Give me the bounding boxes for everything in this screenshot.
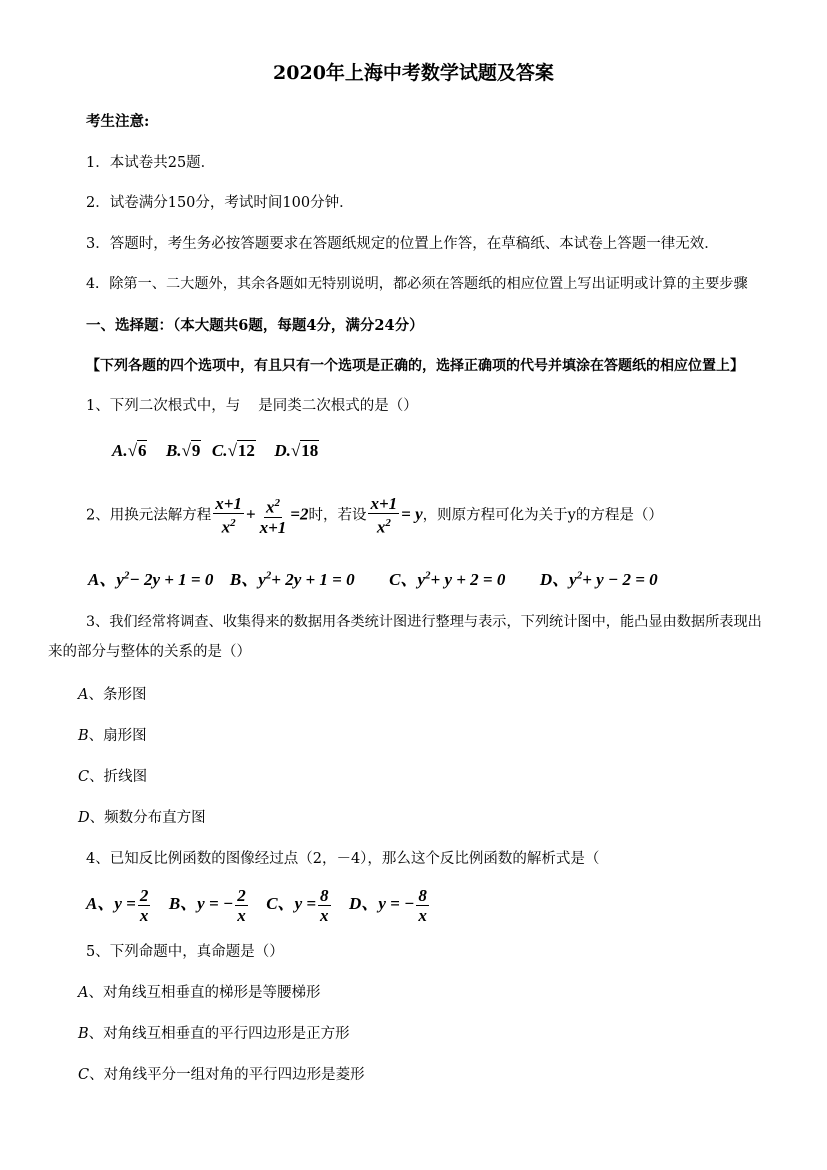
q2-option-c: C、$y^2+ y + 2 = 0$	[389, 569, 506, 589]
q1-option-b: B.√9	[165, 441, 201, 460]
section-heading: 一、选择题：（本大题共6题，每题4分，满分24分）	[86, 317, 424, 334]
q1-stem-text: 1、下列二次根式中，与	[86, 398, 241, 414]
question-3-line-2: 来的部分与整体的关系的是（）	[48, 644, 251, 660]
q4-option-c: C、y = $\frac{8}{x}$	[266, 885, 329, 925]
q5-option-c: C、对角线平分一组对角的平行四边形是菱形	[78, 1067, 365, 1083]
q2-option-a: A、$y^2- 2y + 1 = 0$	[88, 569, 214, 589]
q1-option-d: D.√18	[274, 441, 319, 460]
notice-item: 2．试卷满分150分，考试时间100分钟．	[86, 195, 354, 211]
q2-option-b: B、$y^2+ 2y + 1 = 0$	[229, 569, 355, 589]
notice-item: 4．除第一、二大题外，其余各题如无特别说明，都必须在答题纸的相应位置上写出证明或计算的主要步骤	[86, 276, 748, 292]
q3-option-a: A、条形图	[78, 687, 147, 703]
notice-item: 3．答题时，考生务必按答题要求在答题纸规定的位置上作答，在草稿纸、本试卷上答题一律无效．	[86, 236, 719, 252]
q4-option-a: A、y = $\frac{2}{x}$	[86, 885, 149, 925]
notice-heading: 考生注意:	[86, 113, 150, 130]
question-1-stem	[86, 397, 418, 415]
q2-stem-b: 时，若设	[308, 507, 367, 524]
q3-option-d: D、频数分布直方图	[78, 810, 206, 826]
q2-stem-c: ，则原方程可化为关于y的方程是（）	[422, 507, 663, 524]
question-4-stem: 4、已知反比例函数的图像经过点（2，－4），那么这个反比例函数的解析式是（	[86, 851, 600, 867]
q4-option-b: B、y = − $\frac{2}{x}$	[168, 885, 246, 925]
notice-item: 1．本试卷共25题．	[86, 155, 216, 171]
question-2-options	[88, 566, 658, 589]
q3-option-b: B、扇形图	[78, 728, 147, 744]
q5-option-b: B、对角线互相垂直的平行四边形是正方形	[78, 1026, 350, 1042]
question-4-options	[86, 883, 431, 925]
question-3-line-1: 3、我们经常将调查、收集得来的数据用各类统计图进行整理与表示，下列统计图中，能凸显由数据所表现出	[86, 614, 762, 630]
q1-option-c: C.√12	[211, 441, 255, 460]
q2-option-d: D、$y^2+ y - 2 = 0$	[539, 569, 658, 589]
q4-option-d: D、y = − $\frac{8}{x}$	[349, 885, 427, 925]
question-2-stem: 2、用换元法解方程 $\frac{x+1}{x^2}$ + $\frac{x^2}{x+1}$ =2时，若设 $\frac{x+1}{x^2}$ = y，则原方程可化为关于y的方程是（）	[86, 494, 663, 537]
q2-fraction-1: $\frac{x+1}{x^2}$	[215, 494, 242, 537]
question-5-stem: 5、下列命题中，真命题是（）	[86, 944, 284, 960]
q1-stem-end: 是同类二次根式的是（）	[258, 398, 418, 414]
page-title: 2020年上海中考数学试题及答案	[273, 62, 554, 84]
q2-stem-a: 2、用换元法解方程	[86, 507, 212, 524]
section-instruction: 【下列各题的四个选项中，有且只有一个选项是正确的，选择正确项的代号并填涂在答题纸的相应位置上】	[86, 358, 744, 374]
q5-option-a: A、对角线互相垂直的梯形是等腰梯形	[78, 985, 321, 1001]
question-1-options	[112, 442, 319, 460]
q3-option-c: C、折线图	[78, 769, 148, 785]
q2-fraction-2: $\frac{x^2}{x+1}$	[258, 494, 289, 537]
q1-option-a: A.√6	[112, 441, 147, 460]
q2-fraction-3: $\frac{x+1}{x^2}$	[370, 494, 398, 537]
